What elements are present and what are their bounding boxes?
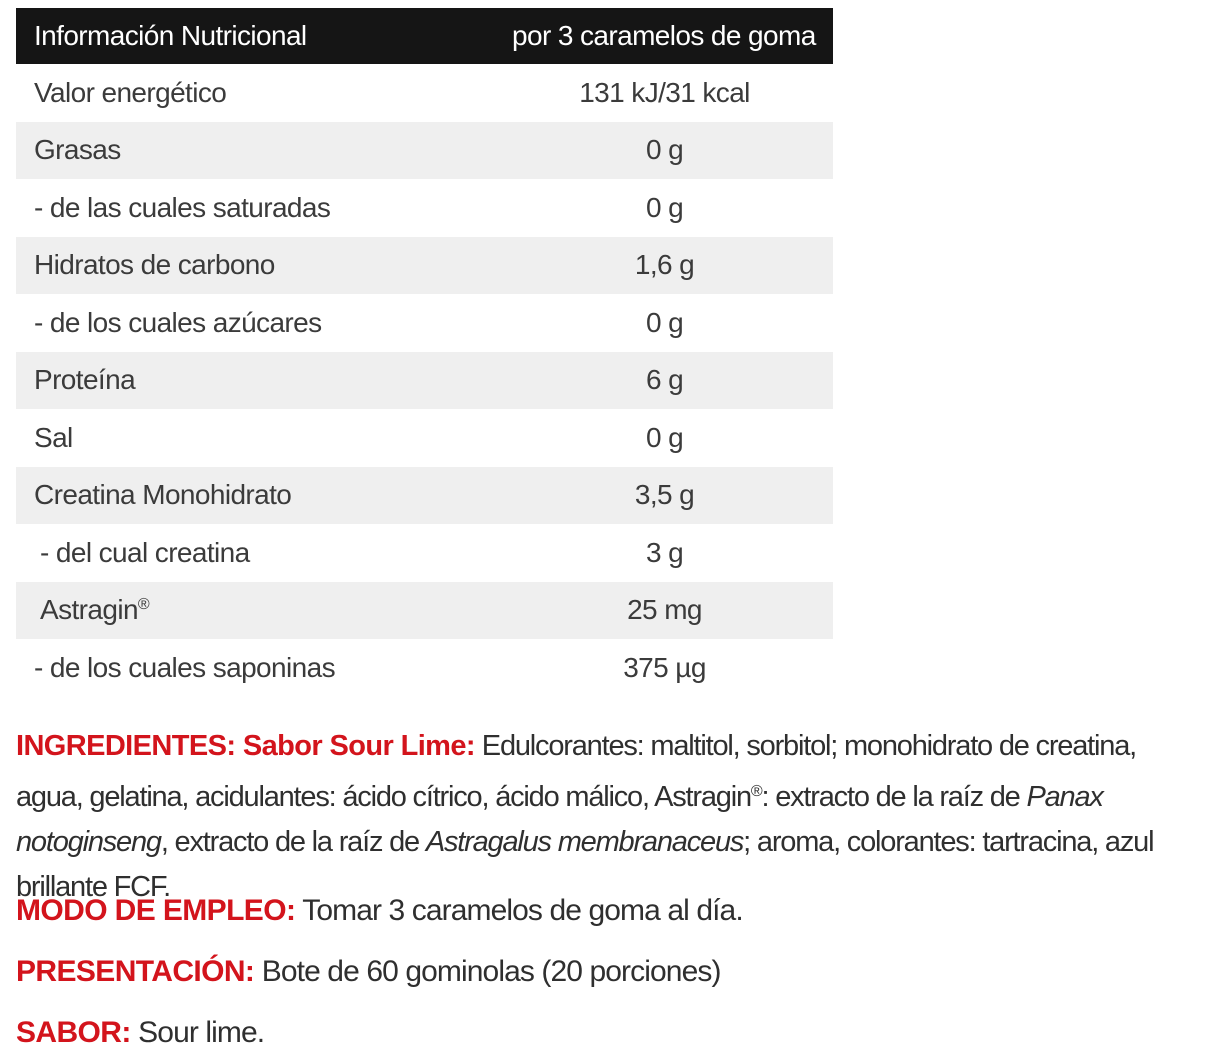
table-row [16, 352, 833, 410]
table-row [16, 237, 833, 295]
nutrient-name: Proteína [34, 364, 136, 396]
ingredients-text: ; aroma, colorantes: tartracina, azul brillante FCF. [16, 826, 1154, 903]
nutrient-name: Valor energético [34, 76, 227, 108]
astragin-label: Astragin [40, 594, 138, 626]
ingredients-species: Panax notoginseng [16, 781, 1103, 858]
nutrient-name: Hidratos de carbono [34, 249, 275, 281]
ingredients-label: INGREDIENTES: Sabor Sour Lime: [16, 730, 475, 762]
nutrient-name: - de los cuales azúcares [34, 306, 322, 338]
table-row [16, 122, 833, 180]
registered-mark: ® [750, 783, 762, 800]
table-row [16, 639, 833, 697]
table-row [16, 467, 833, 525]
nutrient-value: 0 g [645, 191, 684, 223]
registered-mark: ® [137, 596, 150, 614]
header-name: Información Nutricional [34, 20, 307, 51]
nutrient-name: - de los cuales saponinas [34, 651, 335, 683]
usage-label: MODO DE EMPLEO: [16, 894, 296, 927]
nutrition-table [16, 8, 833, 697]
table-row [16, 524, 833, 582]
ingredients-text: , extracto de la raíz de [160, 826, 426, 858]
nutrient-value: 0 g [645, 421, 684, 453]
nutrient-value: 3 g [645, 536, 684, 568]
nutrient-value: 0 g [645, 134, 684, 166]
table-row [16, 64, 833, 122]
flavor-text: Sour lime. [130, 1016, 265, 1049]
nutrient-value: 25 mg [627, 594, 702, 626]
nutrient-name: Sal [34, 421, 73, 453]
presentation-paragraph [16, 949, 1201, 994]
usage-text: Tomar 3 caramelos de goma al día. [295, 894, 743, 927]
nutrient-value: 0 g [645, 306, 684, 338]
presentation-text: Bote de 60 gominolas (20 porciones) [254, 955, 721, 988]
nutrient-value: 375 µg [623, 651, 706, 683]
nutrient-name: Grasas [34, 134, 121, 166]
nutrient-value: 6 g [645, 364, 684, 396]
presentation-label: PRESENTACIÓN: [16, 955, 255, 988]
usage-paragraph [16, 888, 1201, 933]
table-row [16, 294, 833, 352]
header-value: por 3 caramelos de goma [512, 20, 816, 51]
nutrient-value: 131 kJ/31 kcal [579, 76, 750, 108]
nutrient-name-astragin [16, 594, 496, 626]
nutrient-value: 1,6 g [634, 249, 695, 281]
flavor-paragraph [16, 1010, 1201, 1055]
ingredients-species: Astragalus membranaceus [425, 826, 744, 858]
table-row [16, 582, 833, 640]
nutrient-name: - de las cuales saturadas [34, 191, 331, 223]
nutrient-value: 3,5 g [634, 479, 695, 511]
table-row [16, 409, 833, 467]
nutrient-name: Creatina Monohidrato [34, 479, 292, 511]
ingredients-text: : extracto de la raíz de [761, 781, 1027, 813]
ingredients-paragraph [16, 724, 1201, 910]
flavor-label: SABOR: [16, 1016, 131, 1049]
table-row [16, 179, 833, 237]
nutrient-name: - del cual creatina [40, 536, 250, 568]
table-header [16, 8, 833, 64]
ingredients-text: Edulcorantes: maltitol, sorbitol; monohidrato de creatina, agua, gelatina, acidulantes: ácido cítrico, ácido málico, Astragin [16, 730, 1136, 813]
